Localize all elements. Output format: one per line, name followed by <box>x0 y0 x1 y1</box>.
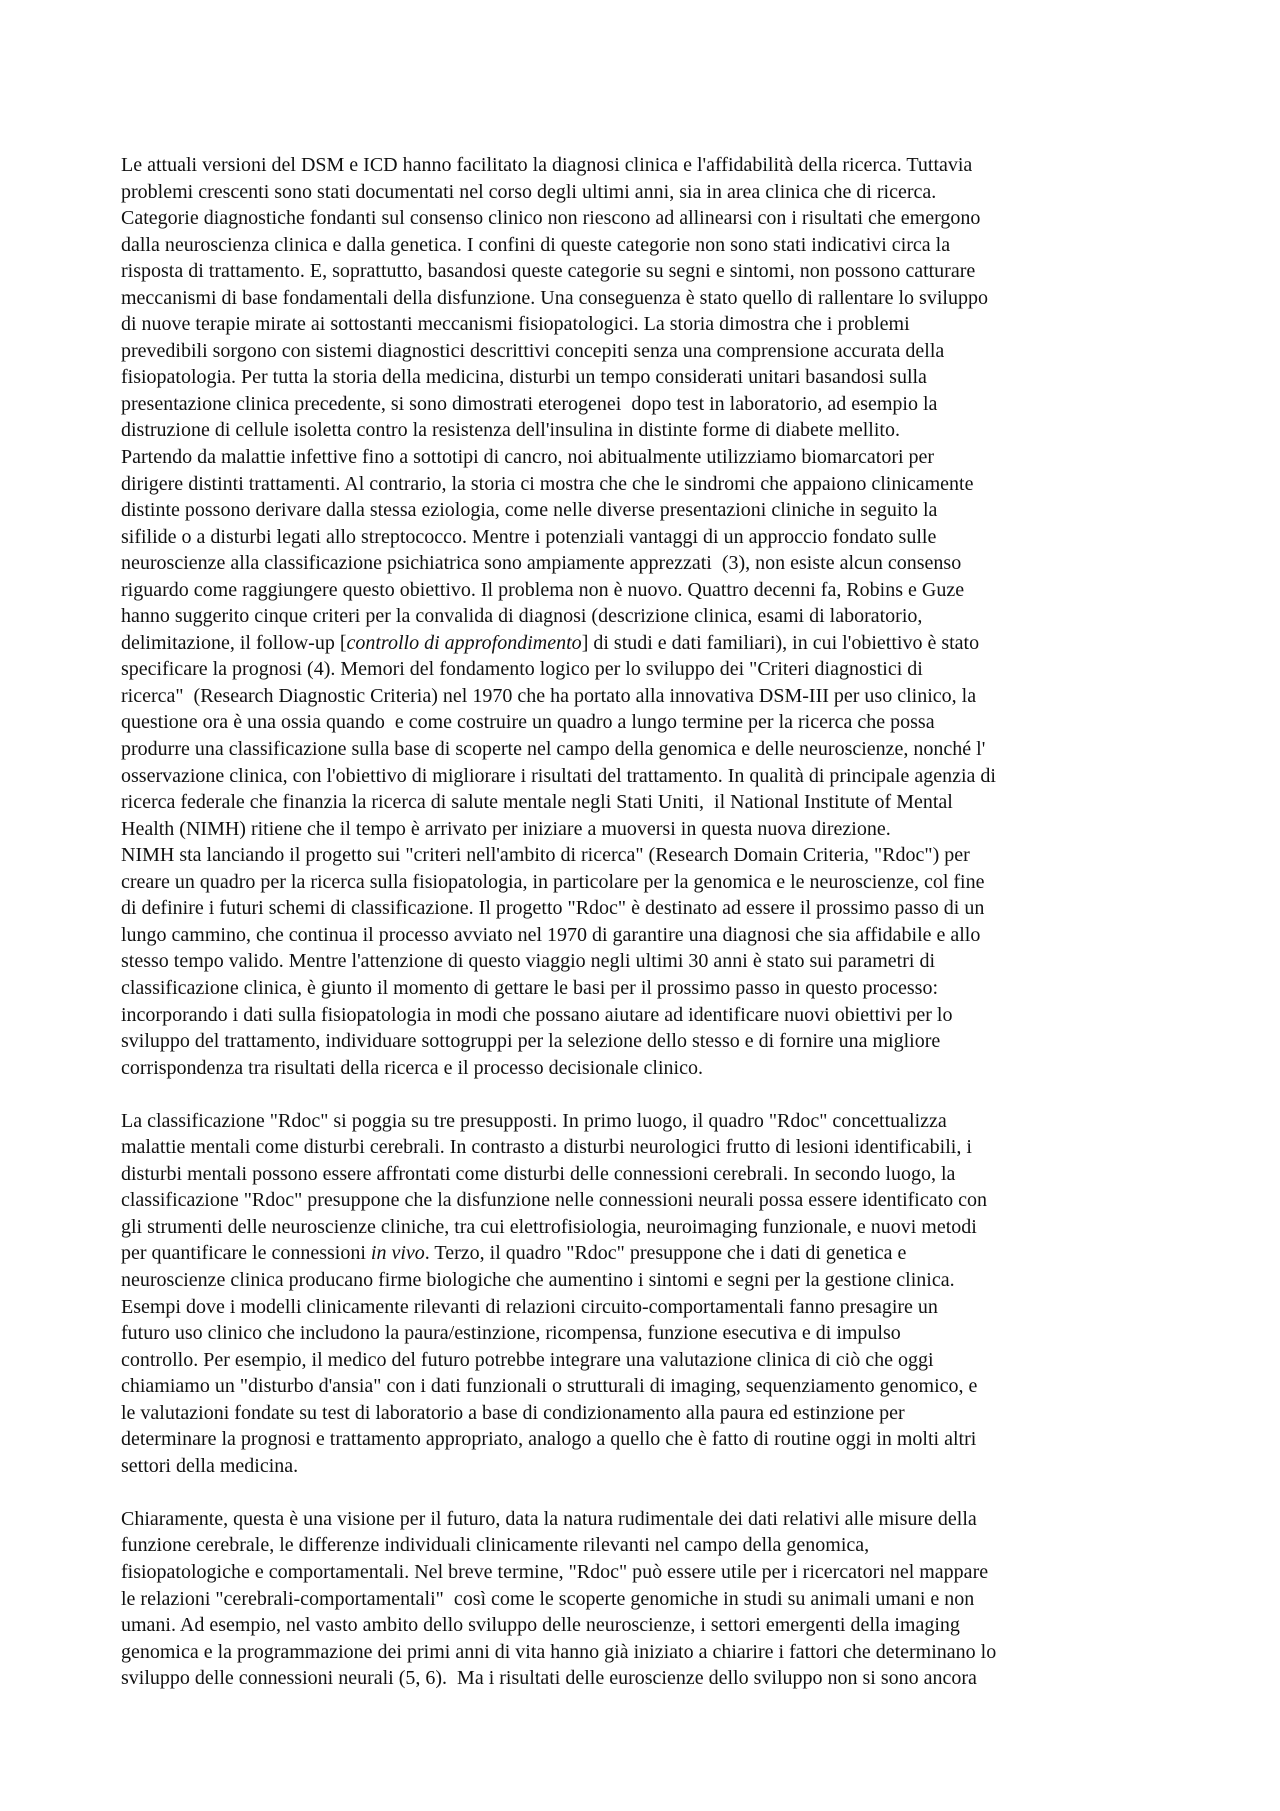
text-line: Categorie diagnostiche fondanti sul consenso clinico non riescono ad allinearsi con i risultati che emergono <box>121 207 981 230</box>
text-line: di definire i futuri schemi di classificazione. Il progetto "Rdoc" è destinato ad essere il prossimo passo di un <box>121 897 985 920</box>
text-line: futuro uso clinico che includono la paura/estinzione, ricompensa, funzione esecutiva e di impulso <box>121 1322 901 1345</box>
text-line: distinte possono derivare dalla stessa eziologia, come nelle diverse presentazioni cliniche in seguito la <box>121 499 938 522</box>
text-line <box>121 1240 1183 1267</box>
text-line: controllo. Per esempio, il medico del futuro potrebbe integrare una valutazione clinica di ciò che oggi <box>121 1348 934 1371</box>
paragraph <box>121 152 1183 1081</box>
paragraph-gap <box>121 1081 1183 1108</box>
italic-text-run: controllo di approfondimento <box>346 631 582 654</box>
text-line: produrre una classificazione sulla base di scoperte nel campo della genomica e delle neuroscienze, nonché l' <box>121 738 986 761</box>
text-line: fisiopatologiche e comportamentali. Nel breve termine, "Rdoc" può essere utile per i ricercatori nel mappare <box>121 1560 989 1583</box>
paragraph-gap <box>121 1479 1183 1506</box>
text-line: chiamiamo un "disturbo d'ansia" con i dati funzionali o strutturali di imaging, sequenziamento genomico, e <box>121 1375 978 1398</box>
text-line: Esempi dove i modelli clinicamente rilevanti di relazioni circuito-comportamentali fanno presagire un <box>121 1295 938 1318</box>
text-line: dirigere distinti trattamenti. Al contrario, la storia ci mostra che che le sindromi che appaiono clinicamente <box>121 472 974 495</box>
text-line: le valutazioni fondate su test di laboratorio a base di condizionamento alla paura ed estinzione per <box>121 1401 905 1424</box>
text-line: neuroscienze clinica producano firme biologiche che aumentino i sintomi e segni per la gestione clinica. <box>121 1268 955 1291</box>
text-line: gli strumenti delle neuroscienze cliniche, tra cui elettrofisiologia, neuroimaging funzionale, e nuovi metodi <box>121 1215 977 1238</box>
text-line: lungo cammino, che continua il processo avviato nel 1970 di garantire una diagnosi che sia affidabile e allo <box>121 923 981 946</box>
text-line: osservazione clinica, con l'obiettivo di migliorare i risultati del trattamento. In qualità di principale agenzia di <box>121 764 996 787</box>
text-line: creare un quadro per la ricerca sulla fisiopatologia, in particolare per la genomica e le neuroscienze, col fine <box>121 870 985 893</box>
text-line: determinare la prognosi e trattamento appropriato, analogo a quello che è fatto di routine oggi in molti altri <box>121 1428 977 1451</box>
text-run: per quantificare le connessioni <box>121 1242 371 1265</box>
text-line: Partendo da malattie infettive fino a sottotipi di cancro, noi abitualmente utilizziamo biomarcatori per <box>121 446 935 469</box>
text-line: meccanismi di base fondamentali della disfunzione. Una conseguenza è stato quello di rallentare lo sviluppo <box>121 286 988 309</box>
text-line: presentazione clinica precedente, si sono dimostrati eterogenei dopo test in laboratorio, ad esempio la <box>121 392 938 415</box>
paragraph <box>121 1108 1183 1480</box>
text-line: distruzione di cellule isoletta contro la resistenza dell'insulina in distinte forme di diabete mellito. <box>121 419 900 442</box>
paragraph <box>121 1506 1183 1692</box>
text-line: Le attuali versioni del DSM e ICD hanno facilitato la diagnosi clinica e l'affidabilità della ricerca. Tuttavia <box>121 154 973 176</box>
text-line: settori della medicina. <box>121 1454 299 1477</box>
document-body <box>121 152 1183 1692</box>
text-line: ricerca" (Research Diagnostic Criteria) nel 1970 che ha portato alla innovativa DSM-III per uso clinico, la <box>121 684 977 707</box>
italic-text-run: in vivo <box>370 1242 425 1265</box>
text-line: problemi crescenti sono stati documentati nel corso degli ultimi anni, sia in area clinica che di ricerca. <box>121 180 937 203</box>
text-line: sviluppo del trattamento, individuare sottogruppi per la selezione dello stesso e di fornire una migliore <box>121 1030 941 1053</box>
text-line: riguardo come raggiungere questo obiettivo. Il problema non è nuovo. Quattro decenni fa, Robins e Guze <box>121 578 965 601</box>
text-line: Health (NIMH) ritiene che il tempo è arrivato per iniziare a muoversi in questa nuova direzione. <box>121 817 891 840</box>
text-line <box>121 630 1183 657</box>
text-line: questione ora è una ossia quando e come costruire un quadro a lungo termine per la ricerca che possa <box>121 711 935 734</box>
text-line: corrispondenza tra risultati della ricerca e il processo decisionale clinico. <box>121 1056 703 1079</box>
text-line: specificare la prognosi (4). Memori del fondamento logico per lo sviluppo dei "Criteri diagnostici di <box>121 658 923 681</box>
text-line: ricerca federale che finanzia la ricerca di salute mentale negli Stati Uniti, il National Institute of Mental <box>121 791 953 814</box>
text-line: disturbi mentali possono essere affrontati come disturbi delle connessioni cerebrali. In secondo luogo, la <box>121 1162 956 1185</box>
text-line: di nuove terapie mirate ai sottostanti meccanismi fisiopatologici. La storia dimostra che i problemi <box>121 313 910 336</box>
text-line: sifilide o a disturbi legati allo streptococco. Mentre i potenziali vantaggi di un approccio fondato sulle <box>121 525 937 548</box>
text-line: prevedibili sorgono con sistemi diagnostici descrittivi concepiti senza una comprensione accurata della <box>121 339 945 362</box>
text-line: neuroscienze alla classificazione psichiatrica sono ampiamente apprezzati (3), non esiste alcun consenso <box>121 552 962 575</box>
text-line: La classificazione "Rdoc" si poggia su tre presupposti. In primo luogo, il quadro "Rdoc" concettualizza <box>121 1109 947 1132</box>
text-line: sviluppo delle connessioni neurali (5, 6). Ma i risultati delle euroscienze dello sviluppo non si sono ancora <box>121 1667 977 1690</box>
text-line: risposta di trattamento. E, soprattutto, basandosi queste categorie su segni e sintomi, non possono catturare <box>121 260 976 283</box>
text-line: umani. Ad esempio, nel vasto ambito dello sviluppo delle neuroscienze, i settori emergenti della imaging <box>121 1614 960 1637</box>
text-run: . Terzo, il quadro "Rdoc" presuppone che i dati di genetica e <box>424 1242 907 1265</box>
text-line: NIMH sta lanciando il progetto sui "criteri nell'ambito di ricerca" (Research Domain Criteria, "Rdoc") per <box>121 844 970 867</box>
text-line: genomica e la programmazione dei primi anni di vita hanno già iniziato a chiarire i fattori che determinano lo <box>121 1640 997 1663</box>
text-run: ] di studi e dati familiari), in cui l'obiettivo è stato <box>581 631 980 654</box>
text-line: dalla neuroscienza clinica e dalla genetica. I confini di queste categorie non sono stati indicativi circa la <box>121 233 951 256</box>
text-line: hanno suggerito cinque criteri per la convalida di diagnosi (descrizione clinica, esami di laboratorio, <box>121 605 923 628</box>
text-line: stesso tempo valido. Mentre l'attenzione di questo viaggio negli ultimi 30 anni è stato sui parametri di <box>121 950 935 973</box>
text-line: classificazione clinica, è giunto il momento di gettare le basi per il prossimo passo in questo processo: <box>121 976 939 999</box>
text-line: Chiaramente, questa è una visione per il futuro, data la natura rudimentale dei dati relativi alle misure della <box>121 1507 977 1530</box>
text-line: funzione cerebrale, le differenze individuali clinicamente rilevanti nel campo della genomica, <box>121 1534 870 1557</box>
text-run: delimitazione, il follow-up [ <box>121 631 347 654</box>
text-line: le relazioni "cerebrali-comportamentali" così come le scoperte genomiche in studi su animali umani e non <box>121 1587 975 1610</box>
text-line: fisiopatologia. Per tutta la storia della medicina, disturbi un tempo considerati unitari basandosi sulla <box>121 366 927 389</box>
text-line: classificazione "Rdoc" presuppone che la disfunzione nelle connessioni neurali possa essere identificato con <box>121 1189 988 1212</box>
text-line: incorporando i dati sulla fisiopatologia in modi che possano aiutare ad identificare nuovi obiettivi per lo <box>121 1003 953 1026</box>
text-line: malattie mentali come disturbi cerebrali. In contrasto a disturbi neurologici frutto di lesioni identificabili, i <box>121 1136 972 1159</box>
